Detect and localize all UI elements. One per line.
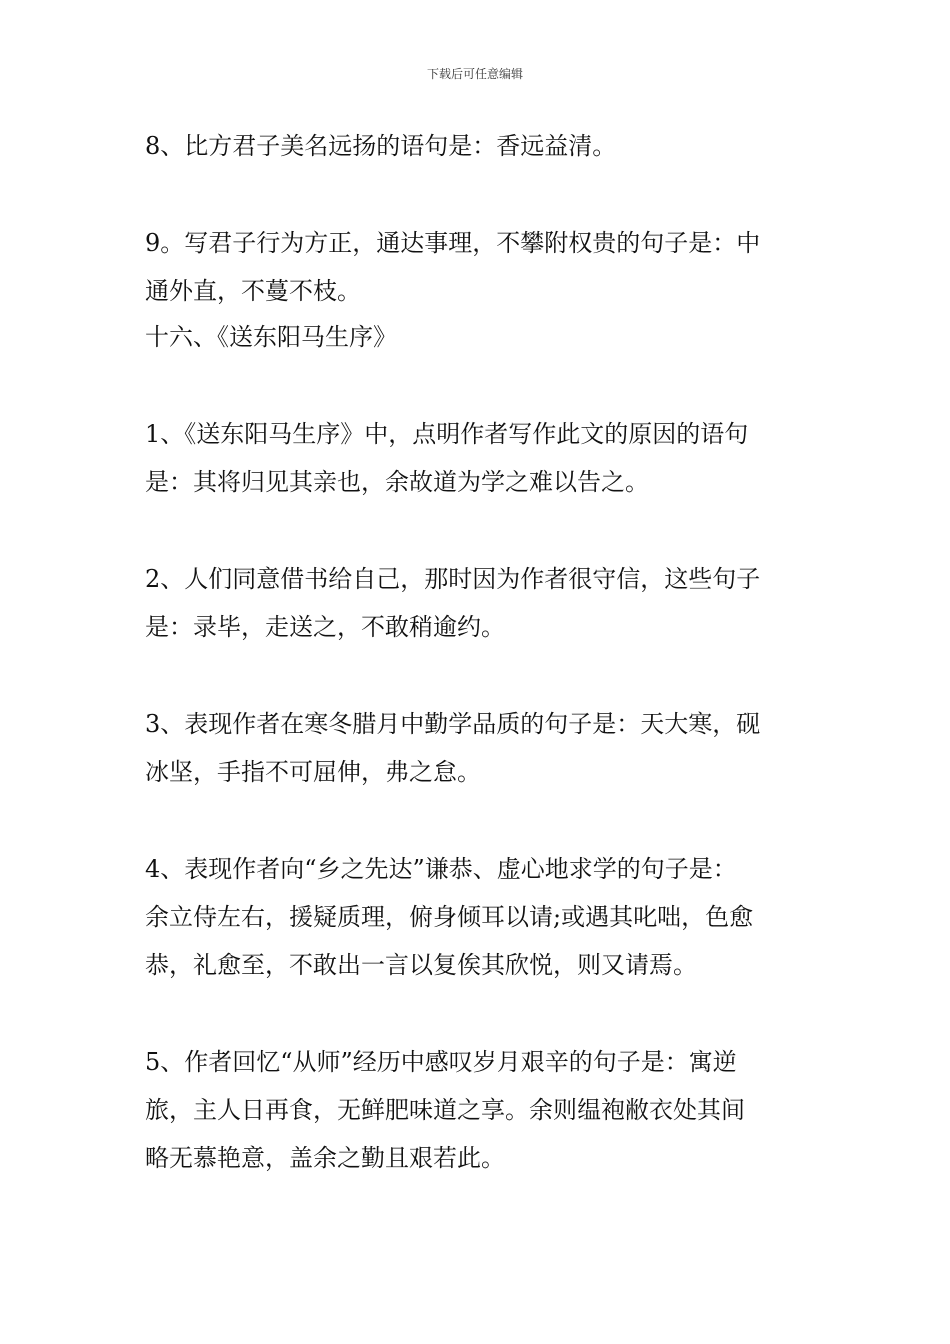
list-item-1: [145, 419, 810, 497]
paragraph-line: 1、《送东阳马生序》中，点明作者写作此文的原因的语句: [145, 420, 749, 448]
paragraph-line: 4、表现作者向“乡之先达”谦恭、虚心地求学的句子是：: [145, 855, 737, 883]
paragraph-line: 3、表现作者在寒冬腊月中勤学品质的句子是：天大寒，砚: [145, 710, 761, 738]
paragraph-line: 通外直，不蔓不枝。: [145, 277, 361, 305]
paragraph-line: 旅，主人日再食，无鲜肥味道之享。余则缊袍敝衣处其间: [145, 1096, 745, 1124]
paragraph-line: 是：其将归见其亲也，余故道为学之难以告之。: [145, 468, 649, 496]
paragraph-line: 9。写君子行为方正，通达事理，不攀附权贵的句子是：中: [145, 229, 761, 257]
list-item-5: [145, 1047, 810, 1173]
paragraph-line: 是：录毕，走送之，不敢稍逾约。: [145, 613, 505, 641]
paragraph-line: 恭，礼愈至，不敢出一言以复俟其欣悦，则又请焉。: [145, 951, 697, 979]
paragraph-line: 8、比方君子美名远扬的语句是：香远益清。: [145, 132, 617, 160]
section-title: 十六、《送东阳马生序》: [145, 323, 397, 351]
list-item-4: [145, 854, 810, 980]
paragraph-line: 5、作者回忆“从师”经历中感叹岁月艰辛的句子是：寓逆: [145, 1048, 737, 1076]
list-item-2: [145, 564, 810, 642]
document-body: [145, 131, 810, 1173]
paragraph-line: 2、人们同意借书给自己，那时因为作者很守信，这些句子: [145, 565, 761, 593]
paragraph-8: [145, 131, 810, 161]
page-header: 下载后可任意编辑: [426, 67, 523, 81]
list-item-3: [145, 709, 810, 787]
paragraph-line: 冰坚，手指不可屈伸，弗之怠。: [145, 758, 481, 786]
paragraph-line: 略无慕艳意，盖余之勤且艰若此。: [145, 1144, 505, 1172]
paragraph-9: [145, 228, 810, 306]
paragraph-line: 余立侍左右，援疑质理，俯身倾耳以请;或遇其叱咄，色愈: [145, 903, 754, 931]
